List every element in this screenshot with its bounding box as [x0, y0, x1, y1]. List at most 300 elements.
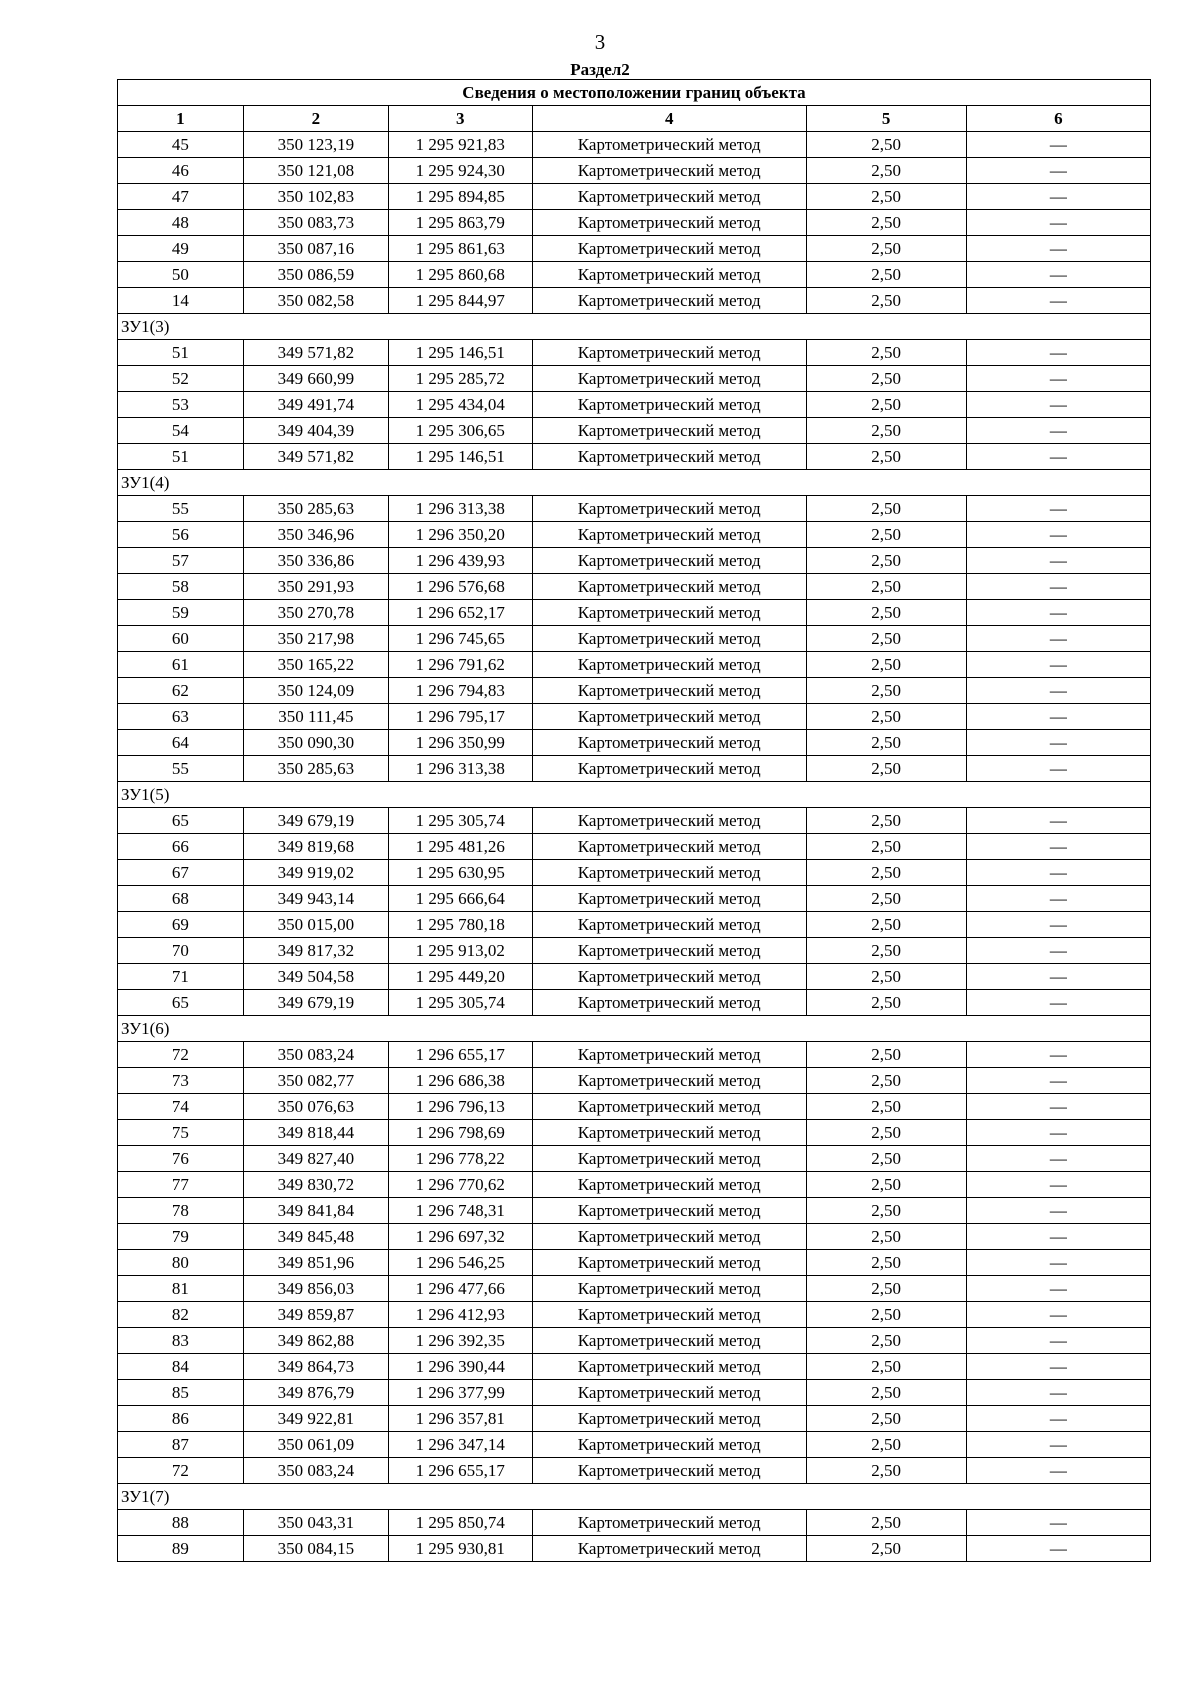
table-row	[118, 678, 1151, 704]
y-coordinate-cell: 1 295 844,97	[388, 288, 532, 314]
x-coordinate-cell: 349 571,82	[243, 444, 388, 470]
table-row	[118, 366, 1151, 392]
x-coordinate-cell: 350 285,63	[243, 496, 388, 522]
y-coordinate-cell: 1 296 796,13	[388, 1094, 532, 1120]
description-cell: —	[966, 1432, 1150, 1458]
accuracy-cell: 2,50	[806, 366, 966, 392]
point-number-cell: 66	[118, 834, 244, 860]
x-coordinate-cell: 349 818,44	[243, 1120, 388, 1146]
point-number-cell: 61	[118, 652, 244, 678]
point-number-cell: 14	[118, 288, 244, 314]
accuracy-cell: 2,50	[806, 1458, 966, 1484]
accuracy-cell: 2,50	[806, 184, 966, 210]
table-row	[118, 340, 1151, 366]
accuracy-cell: 2,50	[806, 132, 966, 158]
point-number-cell: 63	[118, 704, 244, 730]
x-coordinate-cell: 349 851,96	[243, 1250, 388, 1276]
description-cell: —	[966, 548, 1150, 574]
table-row	[118, 1380, 1151, 1406]
x-coordinate-cell: 349 404,39	[243, 418, 388, 444]
table-row	[118, 444, 1151, 470]
x-coordinate-cell: 349 827,40	[243, 1146, 388, 1172]
x-coordinate-cell: 350 217,98	[243, 626, 388, 652]
method-cell: Картометрический метод	[532, 132, 806, 158]
group-row	[118, 1484, 1151, 1510]
y-coordinate-cell: 1 296 770,62	[388, 1172, 532, 1198]
x-coordinate-cell: 350 082,77	[243, 1068, 388, 1094]
description-cell: —	[966, 288, 1150, 314]
table-row	[118, 756, 1151, 782]
x-coordinate-cell: 349 660,99	[243, 366, 388, 392]
point-number-cell: 85	[118, 1380, 244, 1406]
accuracy-cell: 2,50	[806, 808, 966, 834]
method-cell: Картометрический метод	[532, 1536, 806, 1562]
description-cell: —	[966, 600, 1150, 626]
y-coordinate-cell: 1 296 390,44	[388, 1354, 532, 1380]
y-coordinate-cell: 1 296 350,20	[388, 522, 532, 548]
description-cell: —	[966, 860, 1150, 886]
y-coordinate-cell: 1 296 576,68	[388, 574, 532, 600]
method-cell: Картометрический метод	[532, 1510, 806, 1536]
method-cell: Картометрический метод	[532, 262, 806, 288]
point-number-cell: 65	[118, 990, 244, 1016]
point-number-cell: 60	[118, 626, 244, 652]
y-coordinate-cell: 1 295 434,04	[388, 392, 532, 418]
description-cell: —	[966, 1042, 1150, 1068]
y-coordinate-cell: 1 295 860,68	[388, 262, 532, 288]
accuracy-cell: 2,50	[806, 1510, 966, 1536]
method-cell: Картометрический метод	[532, 704, 806, 730]
column-header: 3	[388, 106, 532, 132]
accuracy-cell: 2,50	[806, 1380, 966, 1406]
method-cell: Картометрический метод	[532, 964, 806, 990]
section-title: Раздел2	[570, 60, 630, 79]
y-coordinate-cell: 1 296 655,17	[388, 1042, 532, 1068]
description-cell: —	[966, 236, 1150, 262]
x-coordinate-cell: 350 121,08	[243, 158, 388, 184]
table-row	[118, 574, 1151, 600]
table-row	[118, 1120, 1151, 1146]
description-cell: —	[966, 1120, 1150, 1146]
table-row	[118, 1458, 1151, 1484]
x-coordinate-cell: 350 086,59	[243, 262, 388, 288]
x-coordinate-cell: 350 015,00	[243, 912, 388, 938]
point-number-cell: 80	[118, 1250, 244, 1276]
description-cell: —	[966, 392, 1150, 418]
table-row	[118, 548, 1151, 574]
y-coordinate-cell: 1 295 924,30	[388, 158, 532, 184]
method-cell: Картометрический метод	[532, 288, 806, 314]
table-row	[118, 1172, 1151, 1198]
accuracy-cell: 2,50	[806, 522, 966, 548]
y-coordinate-cell: 1 296 357,81	[388, 1406, 532, 1432]
x-coordinate-cell: 349 876,79	[243, 1380, 388, 1406]
method-cell: Картометрический метод	[532, 1406, 806, 1432]
point-number-cell: 46	[118, 158, 244, 184]
y-coordinate-cell: 1 295 481,26	[388, 834, 532, 860]
table-row	[118, 964, 1151, 990]
point-number-cell: 53	[118, 392, 244, 418]
method-cell: Картометрический метод	[532, 1224, 806, 1250]
x-coordinate-cell: 350 076,63	[243, 1094, 388, 1120]
x-coordinate-cell: 349 679,19	[243, 808, 388, 834]
column-header: 5	[806, 106, 966, 132]
table-row	[118, 938, 1151, 964]
accuracy-cell: 2,50	[806, 574, 966, 600]
y-coordinate-cell: 1 295 666,64	[388, 886, 532, 912]
x-coordinate-cell: 350 083,24	[243, 1042, 388, 1068]
description-cell: —	[966, 1510, 1150, 1536]
x-coordinate-cell: 349 922,81	[243, 1406, 388, 1432]
accuracy-cell: 2,50	[806, 1120, 966, 1146]
accuracy-cell: 2,50	[806, 1276, 966, 1302]
accuracy-cell: 2,50	[806, 288, 966, 314]
x-coordinate-cell: 350 165,22	[243, 652, 388, 678]
method-cell: Картометрический метод	[532, 990, 806, 1016]
table-row	[118, 834, 1151, 860]
y-coordinate-cell: 1 295 894,85	[388, 184, 532, 210]
x-coordinate-cell: 350 087,16	[243, 236, 388, 262]
method-cell: Картометрический метод	[532, 1276, 806, 1302]
table-body	[118, 132, 1151, 1562]
y-coordinate-cell: 1 295 921,83	[388, 132, 532, 158]
y-coordinate-cell: 1 296 778,22	[388, 1146, 532, 1172]
accuracy-cell: 2,50	[806, 444, 966, 470]
point-number-cell: 62	[118, 678, 244, 704]
table-row	[118, 1094, 1151, 1120]
y-coordinate-cell: 1 295 285,72	[388, 366, 532, 392]
accuracy-cell: 2,50	[806, 886, 966, 912]
method-cell: Картометрический метод	[532, 522, 806, 548]
x-coordinate-cell: 350 102,83	[243, 184, 388, 210]
accuracy-cell: 2,50	[806, 834, 966, 860]
table-row	[118, 652, 1151, 678]
point-number-cell: 67	[118, 860, 244, 886]
table-row	[118, 1432, 1151, 1458]
description-cell: —	[966, 626, 1150, 652]
table-row	[118, 1328, 1151, 1354]
description-cell: —	[966, 1250, 1150, 1276]
y-coordinate-cell: 1 296 748,31	[388, 1198, 532, 1224]
method-cell: Картометрический метод	[532, 886, 806, 912]
point-number-cell: 65	[118, 808, 244, 834]
method-cell: Картометрический метод	[532, 1094, 806, 1120]
y-coordinate-cell: 1 295 780,18	[388, 912, 532, 938]
point-number-cell: 81	[118, 1276, 244, 1302]
method-cell: Картометрический метод	[532, 1328, 806, 1354]
column-header: 2	[243, 106, 388, 132]
table-row	[118, 1250, 1151, 1276]
description-cell: —	[966, 912, 1150, 938]
column-numbers-row	[118, 106, 1151, 132]
x-coordinate-cell: 350 061,09	[243, 1432, 388, 1458]
point-number-cell: 51	[118, 340, 244, 366]
method-cell: Картометрический метод	[532, 1354, 806, 1380]
point-number-cell: 78	[118, 1198, 244, 1224]
y-coordinate-cell: 1 296 794,83	[388, 678, 532, 704]
y-coordinate-cell: 1 296 439,93	[388, 548, 532, 574]
table-row	[118, 1536, 1151, 1562]
point-number-cell: 79	[118, 1224, 244, 1250]
table-row	[118, 1276, 1151, 1302]
method-cell: Картометрический метод	[532, 1068, 806, 1094]
point-number-cell: 57	[118, 548, 244, 574]
accuracy-cell: 2,50	[806, 626, 966, 652]
description-cell: —	[966, 1328, 1150, 1354]
description-cell: —	[966, 808, 1150, 834]
accuracy-cell: 2,50	[806, 704, 966, 730]
column-header: 1	[118, 106, 244, 132]
y-coordinate-cell: 1 295 449,20	[388, 964, 532, 990]
method-cell: Картометрический метод	[532, 444, 806, 470]
point-number-cell: 52	[118, 366, 244, 392]
y-coordinate-cell: 1 296 686,38	[388, 1068, 532, 1094]
accuracy-cell: 2,50	[806, 340, 966, 366]
method-cell: Картометрический метод	[532, 678, 806, 704]
y-coordinate-cell: 1 296 795,17	[388, 704, 532, 730]
description-cell: —	[966, 756, 1150, 782]
y-coordinate-cell: 1 296 392,35	[388, 1328, 532, 1354]
method-cell: Картометрический метод	[532, 1198, 806, 1224]
method-cell: Картометрический метод	[532, 756, 806, 782]
method-cell: Картометрический метод	[532, 366, 806, 392]
point-number-cell: 74	[118, 1094, 244, 1120]
point-number-cell: 64	[118, 730, 244, 756]
accuracy-cell: 2,50	[806, 158, 966, 184]
accuracy-cell: 2,50	[806, 1250, 966, 1276]
accuracy-cell: 2,50	[806, 990, 966, 1016]
method-cell: Картометрический метод	[532, 600, 806, 626]
x-coordinate-cell: 350 111,45	[243, 704, 388, 730]
description-cell: —	[966, 886, 1150, 912]
x-coordinate-cell: 349 830,72	[243, 1172, 388, 1198]
point-number-cell: 76	[118, 1146, 244, 1172]
accuracy-cell: 2,50	[806, 964, 966, 990]
point-number-cell: 83	[118, 1328, 244, 1354]
description-cell: —	[966, 158, 1150, 184]
x-coordinate-cell: 349 819,68	[243, 834, 388, 860]
y-coordinate-cell: 1 296 313,38	[388, 756, 532, 782]
point-number-cell: 86	[118, 1406, 244, 1432]
x-coordinate-cell: 349 841,84	[243, 1198, 388, 1224]
group-label: ЗУ1(3)	[118, 314, 1151, 340]
description-cell: —	[966, 1302, 1150, 1328]
group-row	[118, 1016, 1151, 1042]
x-coordinate-cell: 349 679,19	[243, 990, 388, 1016]
y-coordinate-cell: 1 295 146,51	[388, 444, 532, 470]
method-cell: Картометрический метод	[532, 1458, 806, 1484]
point-number-cell: 55	[118, 756, 244, 782]
y-coordinate-cell: 1 295 146,51	[388, 340, 532, 366]
accuracy-cell: 2,50	[806, 756, 966, 782]
description-cell: —	[966, 704, 1150, 730]
x-coordinate-cell: 350 083,24	[243, 1458, 388, 1484]
y-coordinate-cell: 1 296 745,65	[388, 626, 532, 652]
method-cell: Картометрический метод	[532, 912, 806, 938]
x-coordinate-cell: 350 090,30	[243, 730, 388, 756]
method-cell: Картометрический метод	[532, 1380, 806, 1406]
y-coordinate-cell: 1 296 313,38	[388, 496, 532, 522]
description-cell: —	[966, 964, 1150, 990]
method-cell: Картометрический метод	[532, 1250, 806, 1276]
point-number-cell: 72	[118, 1458, 244, 1484]
accuracy-cell: 2,50	[806, 1328, 966, 1354]
column-header: 4	[532, 106, 806, 132]
y-coordinate-cell: 1 295 930,81	[388, 1536, 532, 1562]
y-coordinate-cell: 1 295 863,79	[388, 210, 532, 236]
table-row	[118, 1146, 1151, 1172]
point-number-cell: 56	[118, 522, 244, 548]
table-row	[118, 1042, 1151, 1068]
method-cell: Картометрический метод	[532, 1120, 806, 1146]
table-row	[118, 262, 1151, 288]
point-number-cell: 68	[118, 886, 244, 912]
x-coordinate-cell: 349 862,88	[243, 1328, 388, 1354]
description-cell: —	[966, 1068, 1150, 1094]
point-number-cell: 55	[118, 496, 244, 522]
table-row	[118, 522, 1151, 548]
point-number-cell: 89	[118, 1536, 244, 1562]
description-cell: —	[966, 366, 1150, 392]
x-coordinate-cell: 350 043,31	[243, 1510, 388, 1536]
method-cell: Картометрический метод	[532, 548, 806, 574]
accuracy-cell: 2,50	[806, 678, 966, 704]
description-cell: —	[966, 1458, 1150, 1484]
accuracy-cell: 2,50	[806, 1198, 966, 1224]
x-coordinate-cell: 350 285,63	[243, 756, 388, 782]
y-coordinate-cell: 1 295 305,74	[388, 990, 532, 1016]
point-number-cell: 45	[118, 132, 244, 158]
description-cell: —	[966, 340, 1150, 366]
x-coordinate-cell: 350 270,78	[243, 600, 388, 626]
boundary-coordinates-table	[117, 79, 1151, 1562]
accuracy-cell: 2,50	[806, 600, 966, 626]
point-number-cell: 48	[118, 210, 244, 236]
table-row	[118, 1068, 1151, 1094]
y-coordinate-cell: 1 296 412,93	[388, 1302, 532, 1328]
description-cell: —	[966, 574, 1150, 600]
description-cell: —	[966, 678, 1150, 704]
method-cell: Картометрический метод	[532, 860, 806, 886]
method-cell: Картометрический метод	[532, 392, 806, 418]
y-coordinate-cell: 1 296 652,17	[388, 600, 532, 626]
x-coordinate-cell: 349 856,03	[243, 1276, 388, 1302]
description-cell: —	[966, 1198, 1150, 1224]
method-cell: Картометрический метод	[532, 626, 806, 652]
accuracy-cell: 2,50	[806, 236, 966, 262]
x-coordinate-cell: 349 491,74	[243, 392, 388, 418]
y-coordinate-cell: 1 296 377,99	[388, 1380, 532, 1406]
method-cell: Картометрический метод	[532, 834, 806, 860]
description-cell: —	[966, 496, 1150, 522]
method-cell: Картометрический метод	[532, 1146, 806, 1172]
group-label: ЗУ1(4)	[118, 470, 1151, 496]
method-cell: Картометрический метод	[532, 730, 806, 756]
y-coordinate-cell: 1 295 850,74	[388, 1510, 532, 1536]
description-cell: —	[966, 418, 1150, 444]
accuracy-cell: 2,50	[806, 730, 966, 756]
point-number-cell: 82	[118, 1302, 244, 1328]
table-row	[118, 392, 1151, 418]
table-row	[118, 990, 1151, 1016]
point-number-cell: 75	[118, 1120, 244, 1146]
table-row	[118, 1198, 1151, 1224]
x-coordinate-cell: 350 291,93	[243, 574, 388, 600]
method-cell: Картометрический метод	[532, 184, 806, 210]
accuracy-cell: 2,50	[806, 496, 966, 522]
method-cell: Картометрический метод	[532, 1302, 806, 1328]
description-cell: —	[966, 730, 1150, 756]
accuracy-cell: 2,50	[806, 1406, 966, 1432]
description-cell: —	[966, 1172, 1150, 1198]
table-row	[118, 1224, 1151, 1250]
x-coordinate-cell: 350 336,86	[243, 548, 388, 574]
group-label: ЗУ1(6)	[118, 1016, 1151, 1042]
method-cell: Картометрический метод	[532, 1172, 806, 1198]
point-number-cell: 59	[118, 600, 244, 626]
table-row	[118, 236, 1151, 262]
method-cell: Картометрический метод	[532, 1432, 806, 1458]
description-cell: —	[966, 938, 1150, 964]
accuracy-cell: 2,50	[806, 418, 966, 444]
method-cell: Картометрический метод	[532, 938, 806, 964]
point-number-cell: 77	[118, 1172, 244, 1198]
description-cell: —	[966, 184, 1150, 210]
accuracy-cell: 2,50	[806, 938, 966, 964]
point-number-cell: 88	[118, 1510, 244, 1536]
accuracy-cell: 2,50	[806, 1536, 966, 1562]
y-coordinate-cell: 1 295 305,74	[388, 808, 532, 834]
group-row	[118, 470, 1151, 496]
x-coordinate-cell: 350 346,96	[243, 522, 388, 548]
description-cell: —	[966, 210, 1150, 236]
table-title: Сведения о местоположении границ объекта	[118, 80, 1151, 106]
description-cell: —	[966, 834, 1150, 860]
group-row	[118, 782, 1151, 808]
point-number-cell: 58	[118, 574, 244, 600]
accuracy-cell: 2,50	[806, 1432, 966, 1458]
method-cell: Картометрический метод	[532, 210, 806, 236]
table-row	[118, 600, 1151, 626]
table-row	[118, 496, 1151, 522]
table-row	[118, 288, 1151, 314]
description-cell: —	[966, 1406, 1150, 1432]
accuracy-cell: 2,50	[806, 392, 966, 418]
table-row	[118, 626, 1151, 652]
group-label: ЗУ1(5)	[118, 782, 1151, 808]
point-number-cell: 87	[118, 1432, 244, 1458]
x-coordinate-cell: 349 845,48	[243, 1224, 388, 1250]
description-cell: —	[966, 444, 1150, 470]
table-title-row	[118, 80, 1151, 106]
description-cell: —	[966, 262, 1150, 288]
y-coordinate-cell: 1 295 861,63	[388, 236, 532, 262]
method-cell: Картометрический метод	[532, 496, 806, 522]
description-cell: —	[966, 1224, 1150, 1250]
group-label: ЗУ1(7)	[118, 1484, 1151, 1510]
description-cell: —	[966, 1276, 1150, 1302]
table-row	[118, 184, 1151, 210]
method-cell: Картометрический метод	[532, 340, 806, 366]
x-coordinate-cell: 349 817,32	[243, 938, 388, 964]
point-number-cell: 71	[118, 964, 244, 990]
description-cell: —	[966, 990, 1150, 1016]
point-number-cell: 72	[118, 1042, 244, 1068]
x-coordinate-cell: 350 082,58	[243, 288, 388, 314]
x-coordinate-cell: 350 123,19	[243, 132, 388, 158]
x-coordinate-cell: 349 864,73	[243, 1354, 388, 1380]
table-row	[118, 1406, 1151, 1432]
